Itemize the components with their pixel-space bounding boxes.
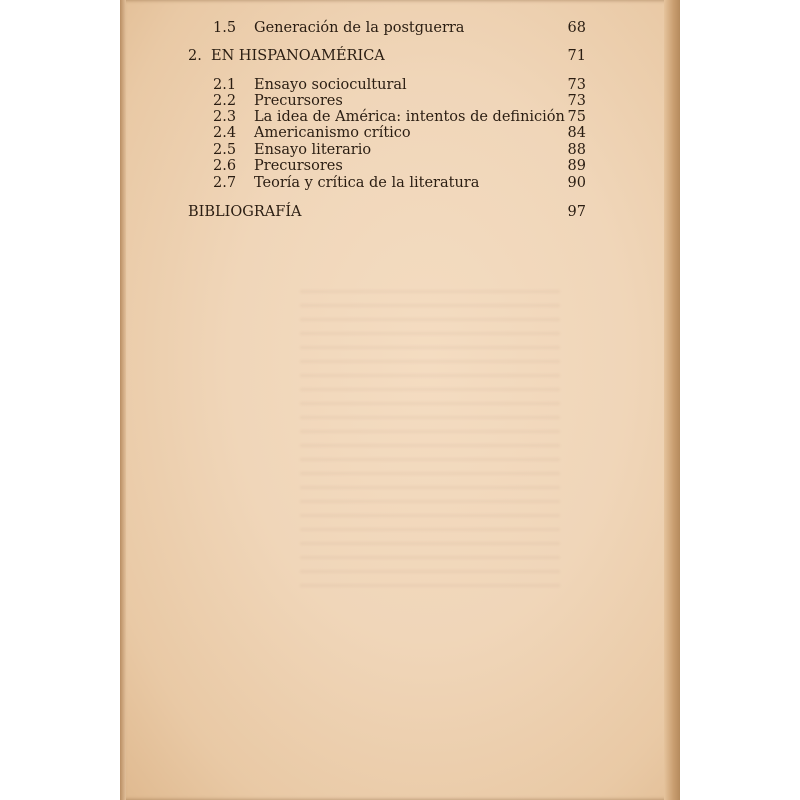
toc-entry-number: 2.4 [213, 125, 237, 141]
toc-entry-title: Ensayo literario [254, 142, 372, 158]
toc-entry-title: Precursores [254, 158, 343, 174]
toc-entry-title: Americanismo crítico [254, 125, 411, 141]
toc-entry-title: Precursores [254, 93, 343, 109]
toc-entry-page: 73 [567, 93, 586, 109]
toc-entry-number: 2.7 [213, 175, 237, 191]
toc-entry-page: 84 [567, 125, 586, 141]
toc-entry-number: 2.2 [213, 93, 237, 109]
toc-entry-title: BIBLIOGRAFÍA [188, 204, 302, 220]
toc-entry-title: Generación de la postguerra [254, 20, 465, 36]
toc-entry-title: Teoría y crítica de la literatura [254, 175, 480, 191]
toc-entry-title: La idea de América: intentos de definición [254, 109, 565, 125]
toc-entry-number: 2. [188, 48, 202, 64]
toc-entry-page: 97 [567, 204, 586, 220]
toc-entry-page: 75 [567, 109, 586, 125]
toc-entry-page: 89 [567, 158, 586, 174]
toc-entry-number: 1.5 [213, 20, 237, 36]
toc-entry-page: 73 [567, 77, 586, 93]
toc-entry-page: 88 [567, 142, 586, 158]
toc-entry-number: 2.1 [213, 77, 237, 93]
toc-entry-page: 68 [567, 20, 586, 36]
toc-entry-page: 90 [567, 175, 586, 191]
toc-entry-number: 2.3 [213, 109, 237, 125]
toc-entry-title: Ensayo sociocultural [254, 77, 407, 93]
toc-entry-page: 71 [567, 48, 586, 64]
toc-entry-title: EN HISPANOAMÉRICA [211, 48, 385, 64]
toc-entry-number: 2.5 [213, 142, 237, 158]
toc-entry-number: 2.6 [213, 158, 237, 174]
